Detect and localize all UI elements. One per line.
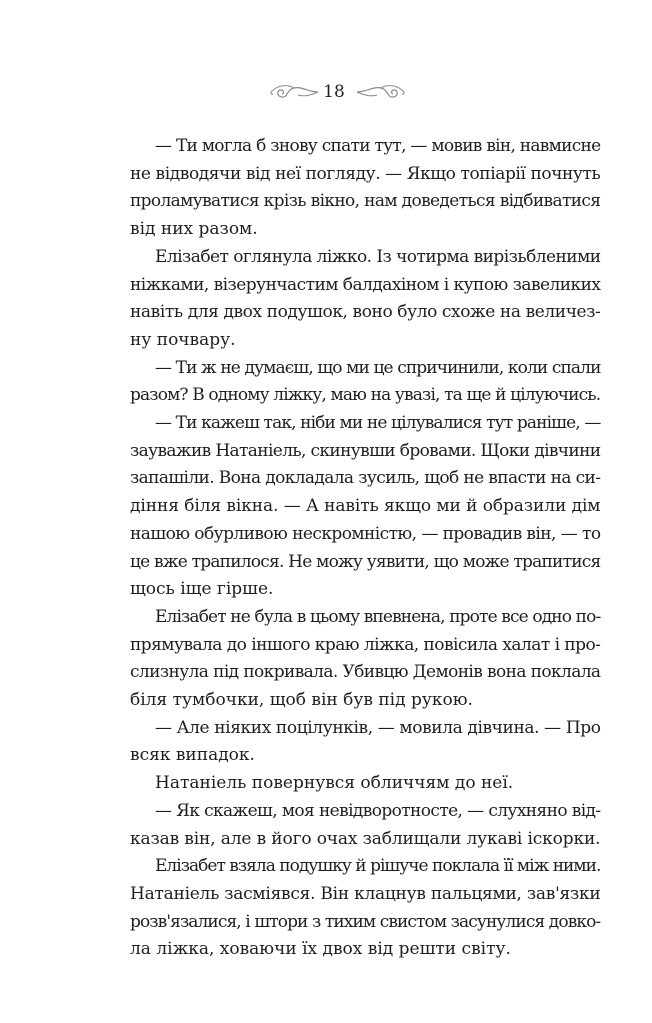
left-flourish-ornament — [268, 82, 320, 102]
text-line: діння біля вікна. — А навіть якщо ми й образили дім — [130, 496, 601, 517]
page-header — [0, 78, 652, 110]
text-line: це вже трапилося. Не можу уявити, що може трапитися — [130, 551, 601, 572]
text-line: Елізабет не була в цьому впевнена, проте все одно по- — [155, 606, 601, 627]
page-number: 18 — [323, 82, 345, 102]
text-line: — Ти ж не думаєш, що ми це спричинили, коли спали — [155, 357, 601, 378]
text-line: ну почвару. — [130, 329, 236, 350]
text-line: нашою обурливою нескромністю, — провадив він, — то — [130, 523, 601, 544]
text-line: Елізабет оглянула ліжко. Із чотирма вирізьбленими — [155, 246, 601, 267]
text-line: від них разом. — [130, 219, 258, 240]
paragraph — [105, 355, 601, 410]
paragraph — [105, 798, 601, 853]
text-line: ніжками, візерунчастим балдахіном і купою завеликих — [130, 274, 601, 295]
paragraph — [105, 410, 601, 604]
text-line: разом? В одному ліжку, маю на увазі, та ще й цілуючись. — [130, 385, 601, 406]
text-line: всяк випадок. — [130, 745, 255, 766]
text-line: Натаніель засміявся. Він клацнув пальцями, зав'язки — [130, 883, 601, 904]
page-body-text — [105, 133, 601, 964]
text-line: — Ти могла б знову спати тут, — мовив він, навмисне — [155, 136, 601, 156]
text-line: — Але ніяких поцілунків, — мовила дівчина. — Про — [155, 717, 601, 738]
text-line: — Ти кажеш так, ніби ми не цілувалися тут раніше, — — [155, 413, 601, 434]
paragraph — [105, 853, 601, 964]
text-line: слизнула під покривала. Убивцю Демонів вона поклала — [130, 662, 601, 683]
paragraph — [105, 604, 601, 715]
text-line: казав він, але в його очах заблищали лукаві іскорки. — [130, 828, 601, 849]
text-line: зауважив Натаніель, скинувши бровами. Щоки дівчини — [130, 440, 601, 461]
text-line: розв'язалися, і штори з тихим свистом засунулися довко- — [130, 911, 601, 932]
text-line: щось іще гірше. — [130, 579, 274, 600]
paragraph — [105, 770, 578, 798]
text-line: прямувала до іншого краю ліжка, повісила халат і про- — [130, 634, 601, 655]
text-line: не відводячи від неї погляду. — Якщо топіарії почнуть — [130, 163, 601, 184]
text-line: Натаніель повернувся обличчям до неї. — [155, 773, 514, 794]
paragraph — [105, 244, 601, 355]
text-line: навіть для двох подушок, воно було схоже на величез- — [130, 302, 601, 323]
text-line: проламуватися крізь вікно, нам доведеться відбиватися — [130, 191, 601, 212]
text-line: ла ліжка, ховаючи їх двох від решти світу. — [130, 939, 511, 960]
right-flourish-ornament — [355, 82, 407, 102]
paragraph — [105, 715, 601, 770]
text-line: Елізабет взяла подушку й рішуче поклала її між ними. — [155, 856, 601, 877]
text-line: біля тумбочки, щоб він був під рукою. — [130, 690, 473, 711]
text-line: запашіли. Вона докладала зусиль, щоб не впасти на си- — [130, 468, 601, 489]
paragraph — [105, 133, 601, 244]
text-line: — Як скажеш, моя невідворотносте, — слухняно від- — [155, 800, 601, 821]
